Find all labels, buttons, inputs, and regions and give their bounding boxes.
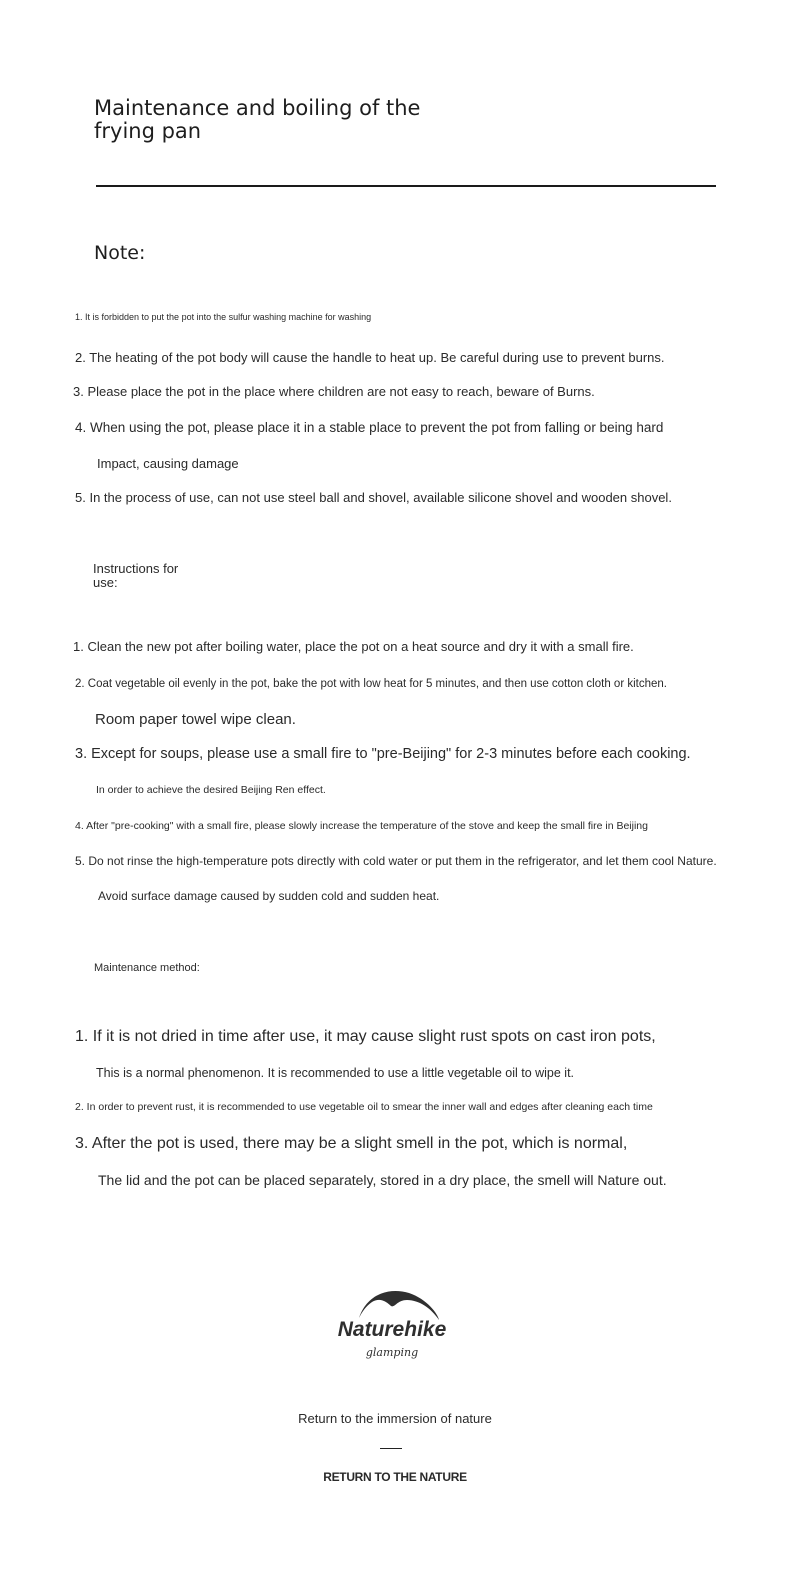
instruction-item-5: 5. Do not rinse the high-temperature pots directly with cold water or put them in the refrigerator, and let them cool Nature. bbox=[75, 854, 717, 868]
instruction-item-3-cont: In order to achieve the desired Beijing Ren effect. bbox=[96, 784, 326, 796]
maintenance-item-3-cont: The lid and the pot can be placed separately, stored in a dry place, the smell will Nature out. bbox=[98, 1172, 667, 1188]
note-item-5: 5. In the process of use, can not use steel ball and shovel, available silicone shovel and wooden shovel. bbox=[75, 490, 672, 505]
note-heading: Note: bbox=[94, 242, 146, 264]
brand-caps-slogan: RETURN TO THE NATURE bbox=[323, 1470, 467, 1484]
instruction-item-2: 2. Coat vegetable oil evenly in the pot, bake the pot with low heat for 5 minutes, and then use cotton cloth or kitchen. bbox=[75, 678, 667, 690]
maintenance-item-3: 3. After the pot is used, there may be a slight smell in the pot, which is normal, bbox=[75, 1135, 628, 1152]
instruction-item-3: 3. Except for soups, please use a small fire to "pre-Beijing" for 2-3 minutes before each cooking. bbox=[75, 746, 691, 762]
page-title: Maintenance and boiling of the frying pan bbox=[94, 96, 421, 143]
brand-tagline: Return to the immersion of nature bbox=[298, 1411, 492, 1426]
maintenance-item-2: 2. In order to prevent rust, it is recommended to use vegetable oil to smear the inner wall and edges after cleaning each time bbox=[75, 1101, 653, 1113]
instruction-item-4: 4. After "pre-cooking" with a small fire, please slowly increase the temperature of the stove and keep the small fire in Beijing bbox=[75, 820, 648, 832]
instructions-heading: Instructions for use: bbox=[93, 561, 179, 590]
note-item-3: 3. Please place the pot in the place where children are not easy to reach, beware of Burns. bbox=[73, 384, 595, 399]
instruction-item-2-cont: Room paper towel wipe clean. bbox=[95, 711, 296, 728]
logo-subtitle: glamping bbox=[365, 1346, 419, 1359]
note-item-1: 1. It is forbidden to put the pot into the sulfur washing machine for washing bbox=[75, 312, 372, 322]
naturehike-logo bbox=[335, 1288, 450, 1364]
maintenance-heading: Maintenance method: bbox=[94, 962, 200, 974]
instruction-item-5-cont: Avoid surface damage caused by sudden cold and sudden heat. bbox=[98, 889, 440, 903]
note-item-2: 2. The heating of the pot body will cause the handle to heat up. Be careful during use to prevent burns. bbox=[75, 350, 665, 365]
note-item-4-cont: Impact, causing damage bbox=[97, 456, 239, 471]
instruction-item-1: 1. Clean the new pot after boiling water, place the pot on a heat source and dry it with a small fire. bbox=[73, 639, 634, 654]
title-divider bbox=[96, 185, 716, 187]
maintenance-item-1: 1. If it is not dried in time after use, it may cause slight rust spots on cast iron pots, bbox=[75, 1028, 656, 1045]
logo-wordmark: Naturehike bbox=[337, 1318, 447, 1341]
note-item-4: 4. When using the pot, please place it in a stable place to prevent the pot from falling or being hard bbox=[75, 420, 664, 435]
maintenance-item-1-cont: This is a normal phenomenon. It is recommended to use a little vegetable oil to wipe it. bbox=[96, 1066, 575, 1080]
tagline-dash bbox=[380, 1448, 402, 1449]
